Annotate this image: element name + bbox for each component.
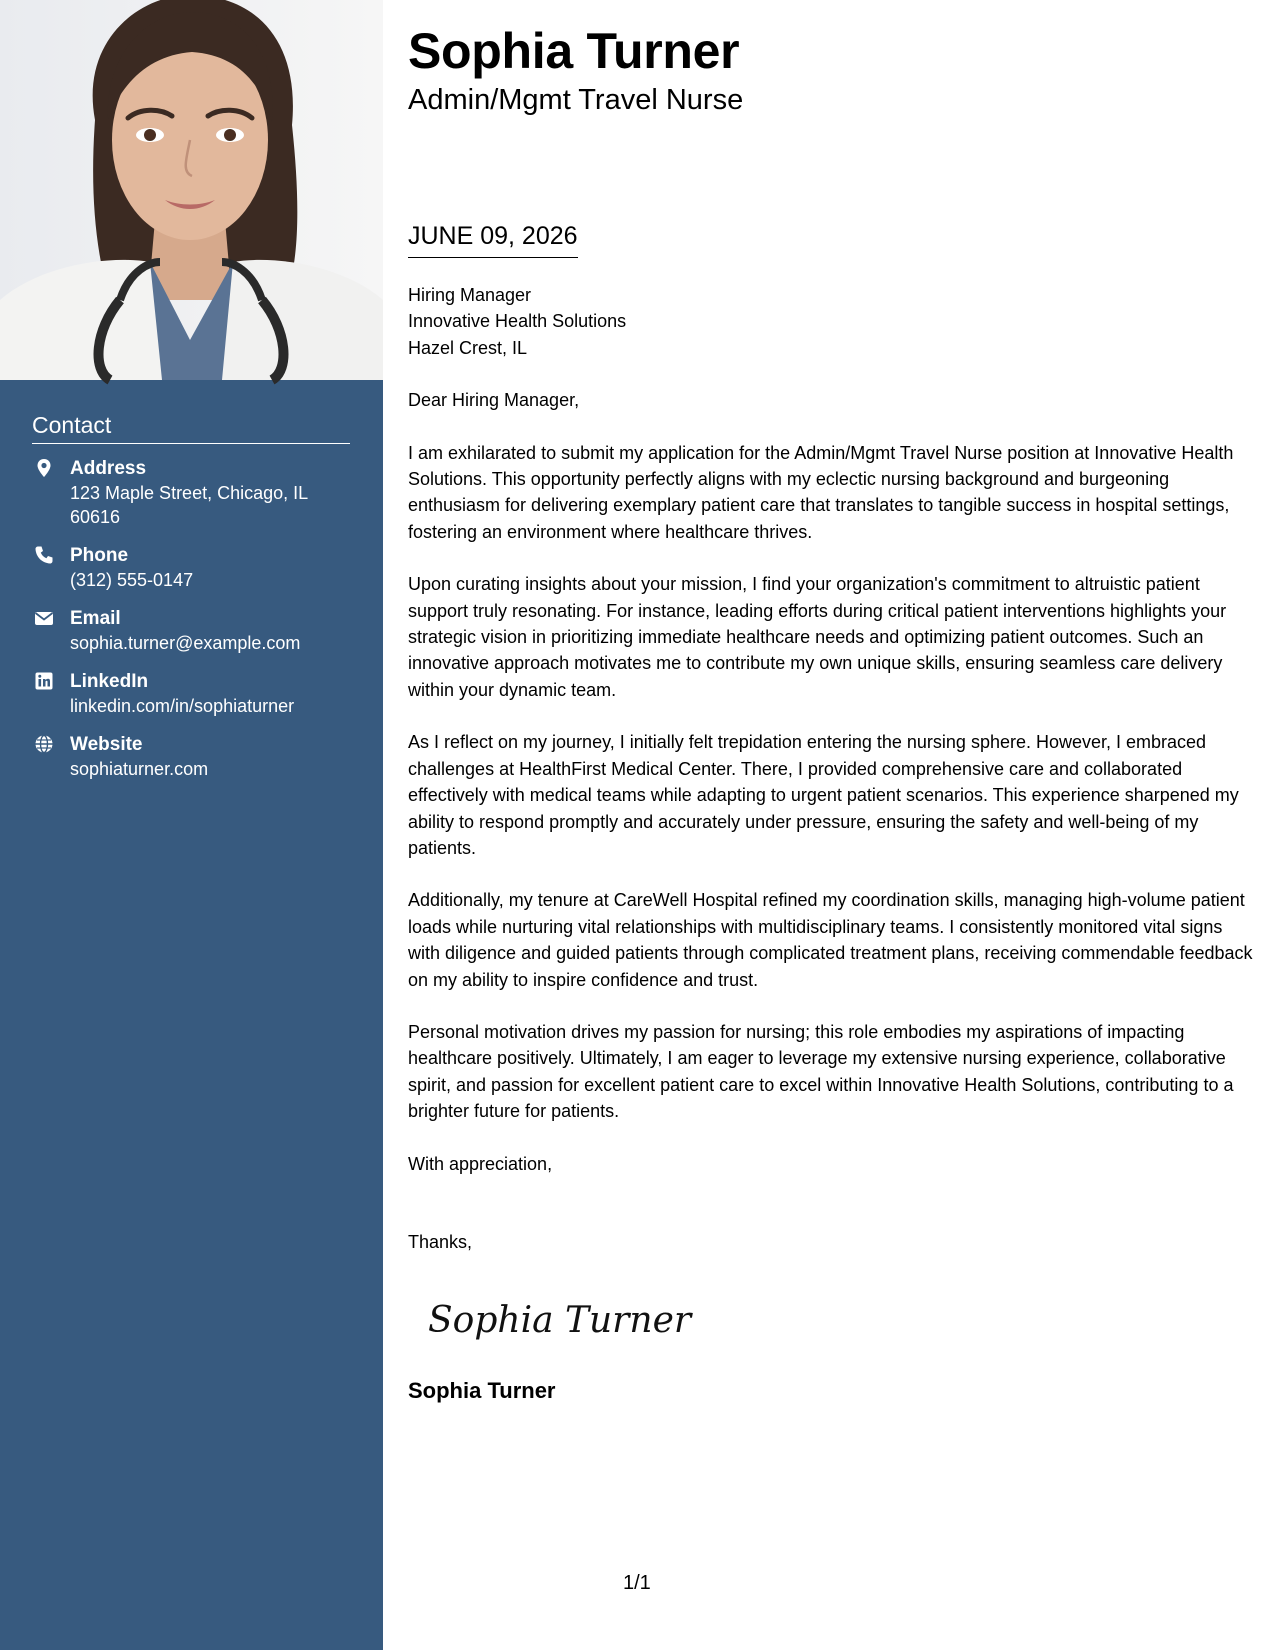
contact-email bbox=[32, 606, 362, 655]
signature-image bbox=[424, 1290, 692, 1350]
letter-body bbox=[408, 282, 1253, 1281]
location-pin-icon bbox=[34, 458, 54, 478]
address-line-2: 60616 bbox=[70, 507, 121, 527]
contact-list bbox=[32, 456, 362, 795]
contact-phone bbox=[32, 543, 362, 592]
contact-label: Address bbox=[70, 458, 147, 479]
letter-date: JUNE 09, 2026 bbox=[408, 222, 578, 258]
closing: With appreciation, bbox=[408, 1153, 553, 1174]
contact-label: Phone bbox=[70, 545, 129, 566]
salutation: Dear Hiring Manager, bbox=[408, 390, 580, 411]
profile-photo bbox=[0, 0, 383, 380]
applicant-name: Sophia Turner bbox=[408, 23, 740, 79]
linkedin-value[interactable]: linkedin.com/in/sophiaturner bbox=[70, 696, 295, 716]
paragraph: I am exhilarated to submit my application for the Admin/Mgmt Travel Nurse position at Innovative Health Solutions. This opportunity perfectly aligns with my eclectic nursing background and burgeoning enthusiasm for delivering exemplary patient care that translates to tangible success in hospital settings, fostering an environment where healthcare thrives. bbox=[408, 442, 1234, 542]
contact-heading: Contact bbox=[32, 412, 350, 444]
page-number: 1/1 bbox=[623, 1572, 651, 1594]
globe-icon bbox=[34, 734, 54, 754]
svg-text:Sophia Turner: Sophia Turner bbox=[428, 1300, 692, 1341]
phone-value: (312) 555-0147 bbox=[70, 570, 194, 590]
contact-label: Email bbox=[70, 608, 121, 629]
contact-label: Website bbox=[70, 734, 143, 755]
contact-linkedin bbox=[32, 669, 362, 718]
contact-label: LinkedIn bbox=[70, 671, 149, 692]
paragraph: As I reflect on my journey, I initially felt trepidation entering the nursing sphere. However, I embraced challenges at HealthFirst Medical Center. There, I provided comprehensive care and collaborated effectively with medical teams while adapting to urgent patient scenarios. This experience sharpened my ability to respond promptly and accurately under pressure, ensuring the safety and well-being of my patients. bbox=[408, 732, 1239, 858]
paragraph: Additionally, my tenure at CareWell Hospital refined my coordination skills, managing high-volume patient loads while nurturing vital relationships with multidisciplinary teams. I consistently monitored vital signs with diligence and guided patients through complicated treatment plans, receiving commendable feedback on my ability to inspire confidence and trust. bbox=[408, 890, 1253, 990]
paragraph: Personal motivation drives my passion for nursing; this role embodies my aspirations of impacting healthcare positively. Ultimately, I am eager to leverage my extensive nursing experience, collaborative spirit, and passion for excellent patient care to excel within Innovative Health Solutions, contributing to a brighter future for patients. bbox=[408, 1021, 1234, 1122]
contact-address bbox=[32, 456, 362, 529]
phone-icon bbox=[34, 545, 54, 565]
recipient-line: Innovative Health Solutions bbox=[408, 311, 627, 332]
website-value[interactable]: sophiaturner.com bbox=[70, 759, 209, 779]
address-line-1: 123 Maple Street, Chicago, IL bbox=[70, 483, 309, 503]
thanks: Thanks, bbox=[408, 1231, 473, 1252]
recipient-line: Hazel Crest, IL bbox=[408, 337, 528, 358]
recipient-block bbox=[408, 282, 1253, 361]
recipient-line: Hiring Manager bbox=[408, 285, 532, 305]
sidebar bbox=[0, 0, 383, 1650]
applicant-role: Admin/Mgmt Travel Nurse bbox=[408, 84, 744, 116]
signer-name: Sophia Turner bbox=[408, 1378, 556, 1403]
contact-website bbox=[32, 732, 362, 781]
email-value[interactable]: sophia.turner@example.com bbox=[70, 633, 301, 653]
paragraph: Upon curating insights about your mission, I find your organization's commitment to altruistic patient support truly resonating. For instance, leading efforts during critical patient interventions highlights your strategic vision in prioritizing immediate healthcare needs and optimizing patient outcomes. Such an innovative approach motivates me to contribute my own unique skills, ensuring seamless care delivery within your dynamic team. bbox=[408, 574, 1227, 700]
linkedin-icon bbox=[34, 671, 54, 691]
envelope-icon bbox=[34, 608, 54, 628]
